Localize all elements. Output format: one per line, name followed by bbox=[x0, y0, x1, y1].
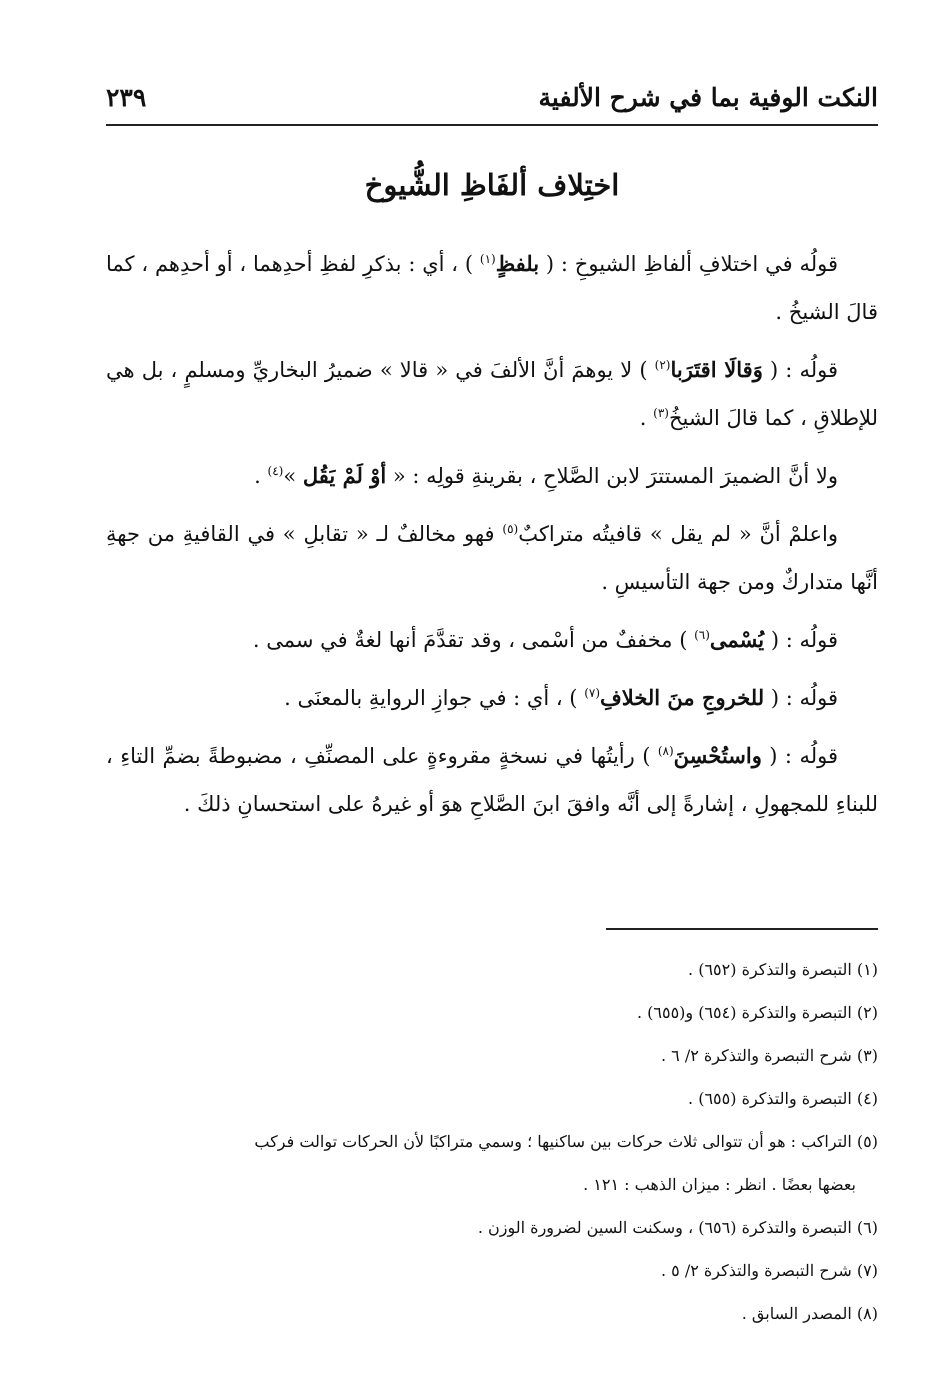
paragraph-text: قولُه في اختلافِ ألفاظِ الشيوخِ : ( bbox=[539, 252, 838, 276]
footnote-2 bbox=[106, 991, 878, 1034]
paragraph-text: ) مخففٌ من أسْمى ، وقد تقدَّمَ أنها لغةٌ في سمى . bbox=[252, 628, 695, 652]
footnote-number: (٤) bbox=[856, 1089, 878, 1108]
paragraph-1 bbox=[106, 240, 878, 336]
footnote-text: التبصرة والتذكرة (٦٥٥) . bbox=[688, 1089, 852, 1108]
footnote-ref: (٨) bbox=[657, 744, 674, 758]
header-divider bbox=[106, 124, 878, 126]
paragraph-text: ) ، أي : في جوازِ الروايةِ بالمعنَى . bbox=[284, 686, 585, 710]
quoted-term: وَقالَا اقتَرَبا bbox=[670, 357, 763, 382]
paragraph-3 bbox=[106, 452, 878, 500]
paragraph-text: ولا أنَّ الضميرَ المستترَ لابن الصَّلاحِ ، بقرينةِ قولِه : « bbox=[386, 464, 838, 488]
paragraph-text: . bbox=[254, 464, 268, 488]
footnote-8 bbox=[106, 1292, 878, 1335]
footnote-number: (٨) bbox=[856, 1304, 878, 1323]
quoted-term: يُسْمى bbox=[709, 627, 765, 652]
section-title: اختِلاف ألفَاظِ الشُّيوخ bbox=[364, 168, 620, 202]
footnote-ref: (٤) bbox=[267, 464, 284, 478]
footnote-number: (٣) bbox=[856, 1046, 878, 1065]
paragraph-text: واعلمْ أنَّ « لم يقل » قافيتُه متراكبٌ bbox=[518, 522, 838, 546]
paragraph-text: ) رأيتُها في نسخةٍ مقروءةٍ على المصنِّفِ ، مضبوطةً بضمِّ التاءِ ، للبناءِ للمجهولِ ، إشارةً إلى أنَّه وافقَ ابنَ الصَّلاحِ هوَ أو غيرهُ على استحسانِ ذلكَ . bbox=[106, 744, 878, 816]
paragraph-text: فهو مخالفٌ لـ « تقابلِ » في القافيةِ من جهةِ أنَّها متداركٌ ومن جهة التأسيسِ . bbox=[106, 522, 878, 594]
footnote-ref: (٦) bbox=[694, 628, 710, 642]
quoted-term: للخروجِ منَ الخلافِ bbox=[600, 685, 765, 710]
paragraph-6 bbox=[106, 674, 878, 722]
footnote-text: التبصرة والتذكرة (٦٥٦) ، وسكنت السين لضرورة الوزن . bbox=[477, 1218, 852, 1237]
page-number: ٢٣٩ bbox=[106, 82, 147, 112]
paragraph-text: قولُه : ( bbox=[762, 358, 839, 382]
footnote-ref: (٧) bbox=[584, 686, 601, 700]
footnote-text: شرح التبصرة والتذكرة ٢/ ٥ . bbox=[660, 1261, 852, 1280]
footnote-text: شرح التبصرة والتذكرة ٢/ ٦ . bbox=[660, 1046, 852, 1065]
paragraph-7 bbox=[106, 732, 878, 828]
footnote-number: (١) bbox=[856, 960, 878, 979]
footnote-text: المصدر السابق . bbox=[741, 1304, 852, 1323]
running-title: النكت الوفية بما في شرح الألفية bbox=[538, 82, 878, 112]
footnote-5-continued: بعضها بعضًا . انظر : ميزان الذهب : ١٢١ . bbox=[583, 1175, 856, 1194]
paragraph-4 bbox=[106, 510, 878, 606]
paragraph-text: » bbox=[283, 464, 303, 488]
footnote-text: التراكب : هو أن تتوالى ثلاث حركات بين ساكنيها ؛ وسمي متراكبًا لأن الحركات توالت فركب bbox=[254, 1132, 852, 1151]
paragraph-text: قولُه : ( bbox=[761, 744, 838, 768]
footnote-number: (٥) bbox=[856, 1132, 878, 1151]
footnote-ref: (٣) bbox=[653, 406, 669, 420]
paragraph-text: قولُه : ( bbox=[764, 686, 838, 710]
footnote-number: (٦) bbox=[856, 1218, 878, 1237]
paragraph-text: . bbox=[639, 406, 654, 430]
footnote-divider bbox=[606, 928, 878, 930]
paragraph-2 bbox=[106, 346, 878, 442]
footnotes bbox=[106, 948, 878, 1335]
footnote-5 bbox=[106, 1120, 878, 1163]
footnote-ref: (١) bbox=[479, 252, 496, 266]
paragraph-text: ) ، أي : بذكرِ لفظِ أحدِهما ، أو أحدِهم ، كما قالَ الشيخُ . bbox=[106, 252, 878, 324]
quoted-term: واستُحْسِنَ bbox=[673, 743, 762, 768]
page-header bbox=[106, 72, 878, 122]
footnote-ref: (٢) bbox=[654, 358, 671, 372]
quoted-term: بلفظٍ bbox=[495, 251, 540, 276]
footnote-6 bbox=[106, 1206, 878, 1249]
quoted-term: أوْ لَمْ يَقُل bbox=[302, 463, 387, 488]
footnote-7 bbox=[106, 1249, 878, 1292]
paragraph-text: قولُه : ( bbox=[764, 628, 838, 652]
footnote-1 bbox=[106, 948, 878, 991]
footnote-3 bbox=[106, 1034, 878, 1077]
paragraph-text: ) لا يوهمَ أنَّ الألفَ في « قالا » ضميرُ البخاريِّ ومسلمٍ ، بل هي للإطلاقِ ، كما قالَ الشيخُ bbox=[106, 358, 878, 430]
body-text bbox=[106, 240, 878, 838]
footnote-4 bbox=[106, 1077, 878, 1120]
footnote-ref: (٥) bbox=[502, 522, 519, 536]
footnote-text: التبصرة والتذكرة (٦٥٤) و(٦٥٥) . bbox=[636, 1003, 852, 1022]
footnote-text: التبصرة والتذكرة (٦٥٢) . bbox=[688, 960, 852, 979]
footnote-number: (٧) bbox=[856, 1261, 878, 1280]
paragraph-5 bbox=[106, 616, 878, 664]
footnote-number: (٢) bbox=[856, 1003, 878, 1022]
